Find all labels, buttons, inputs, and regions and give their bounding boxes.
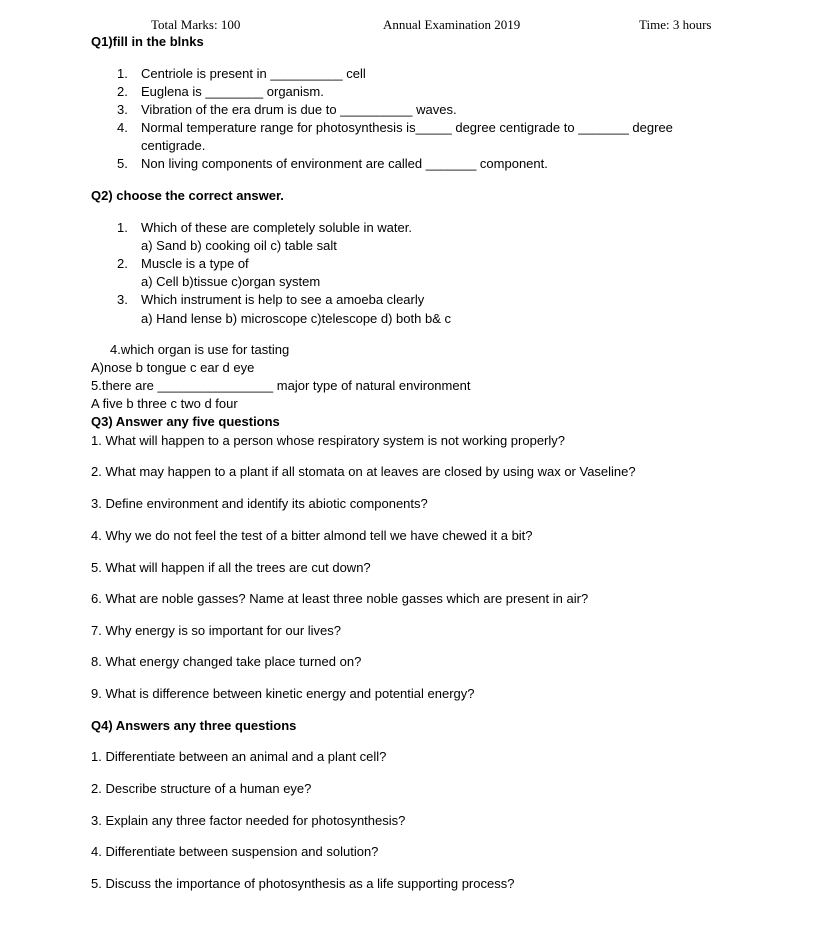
q3-question: 2. What may happen to a plant if all stomata on at leaves are closed by using wax or Vaseline? (91, 464, 636, 479)
q2-item-options: a) Cell b)tissue c)organ system (141, 274, 321, 289)
q1-item-num: 2. (117, 84, 128, 99)
q3-question: 1. What will happen to a person whose respiratory system is not working properly? (91, 433, 565, 448)
q1-item-text: Euglena is ________ organism. (141, 84, 324, 99)
q2-item-num: 2. (117, 256, 128, 271)
q3-title: Q3) Answer any five questions (91, 414, 280, 429)
q2-extra-options: A five b three c two d four (91, 396, 238, 411)
q1-item-text: Vibration of the era drum is due to __________ waves. (141, 102, 457, 117)
q2-title: Q2) choose the correct answer. (91, 188, 284, 203)
q2-item-text: Which of these are completely soluble in water. (141, 220, 412, 235)
q3-question: 4. Why we do not feel the test of a bitter almond tell we have chewed it a bit? (91, 528, 533, 543)
q3-question: 5. What will happen if all the trees are cut down? (91, 560, 371, 575)
q2-item-text: Muscle is a type of (141, 256, 249, 271)
q2-item-num: 1. (117, 220, 128, 235)
q1-title: Q1)fill in the blnks (91, 34, 204, 49)
q1-item-text: Centriole is present in __________ cell (141, 66, 366, 81)
q4-title: Q4) Answers any three questions (91, 718, 297, 733)
q3-question: 3. Define environment and identify its abiotic components? (91, 496, 428, 511)
q2-item-text: Which instrument is help to see a amoeba clearly (141, 292, 425, 307)
q4-question: 3. Explain any three factor needed for photosynthesis? (91, 813, 406, 828)
q2-item-num: 3. (117, 292, 128, 307)
q3-question: 6. What are noble gasses? Name at least three noble gasses which are present in air? (91, 591, 589, 606)
q4-question: 2. Describe structure of a human eye? (91, 781, 312, 796)
q1-item-num: 3. (117, 102, 128, 117)
q4-question: 1. Differentiate between an animal and a plant cell? (91, 749, 387, 764)
q1-item-num: 4. (117, 120, 128, 135)
q2-extra-options: A)nose b tongue c ear d eye (91, 360, 255, 375)
q2-extra-question: 4.which organ is use for tasting (110, 342, 290, 357)
exam-time: Time: 3 hours (639, 17, 712, 32)
q3-question: 8. What energy changed take place turned on? (91, 654, 362, 669)
q1-item-text-continuation: centigrade. (141, 138, 206, 153)
q1-item-text: Normal temperature range for photosynthesis is_____ degree centigrade to _______ degree (141, 120, 673, 135)
exam-title: Annual Examination 2019 (383, 17, 521, 32)
q1-item-num: 5. (117, 156, 128, 171)
q3-question: 7. Why energy is so important for our lives? (91, 623, 341, 638)
q2-item-options: a) Hand lense b) microscope c)telescope d) both b& c (141, 311, 451, 326)
total-marks: Total Marks: 100 (151, 17, 241, 32)
q1-item-text: Non living components of environment are called _______ component. (141, 156, 548, 171)
q3-question: 9. What is difference between kinetic energy and potential energy? (91, 686, 475, 701)
q1-item-num: 1. (117, 66, 128, 81)
q4-question: 5. Discuss the importance of photosynthesis as a life supporting process? (91, 876, 515, 891)
q4-question: 4. Differentiate between suspension and solution? (91, 844, 379, 859)
q2-item-options: a) Sand b) cooking oil c) table salt (141, 238, 337, 253)
q2-extra-question: 5.there are ________________ major type of natural environment (91, 378, 471, 393)
